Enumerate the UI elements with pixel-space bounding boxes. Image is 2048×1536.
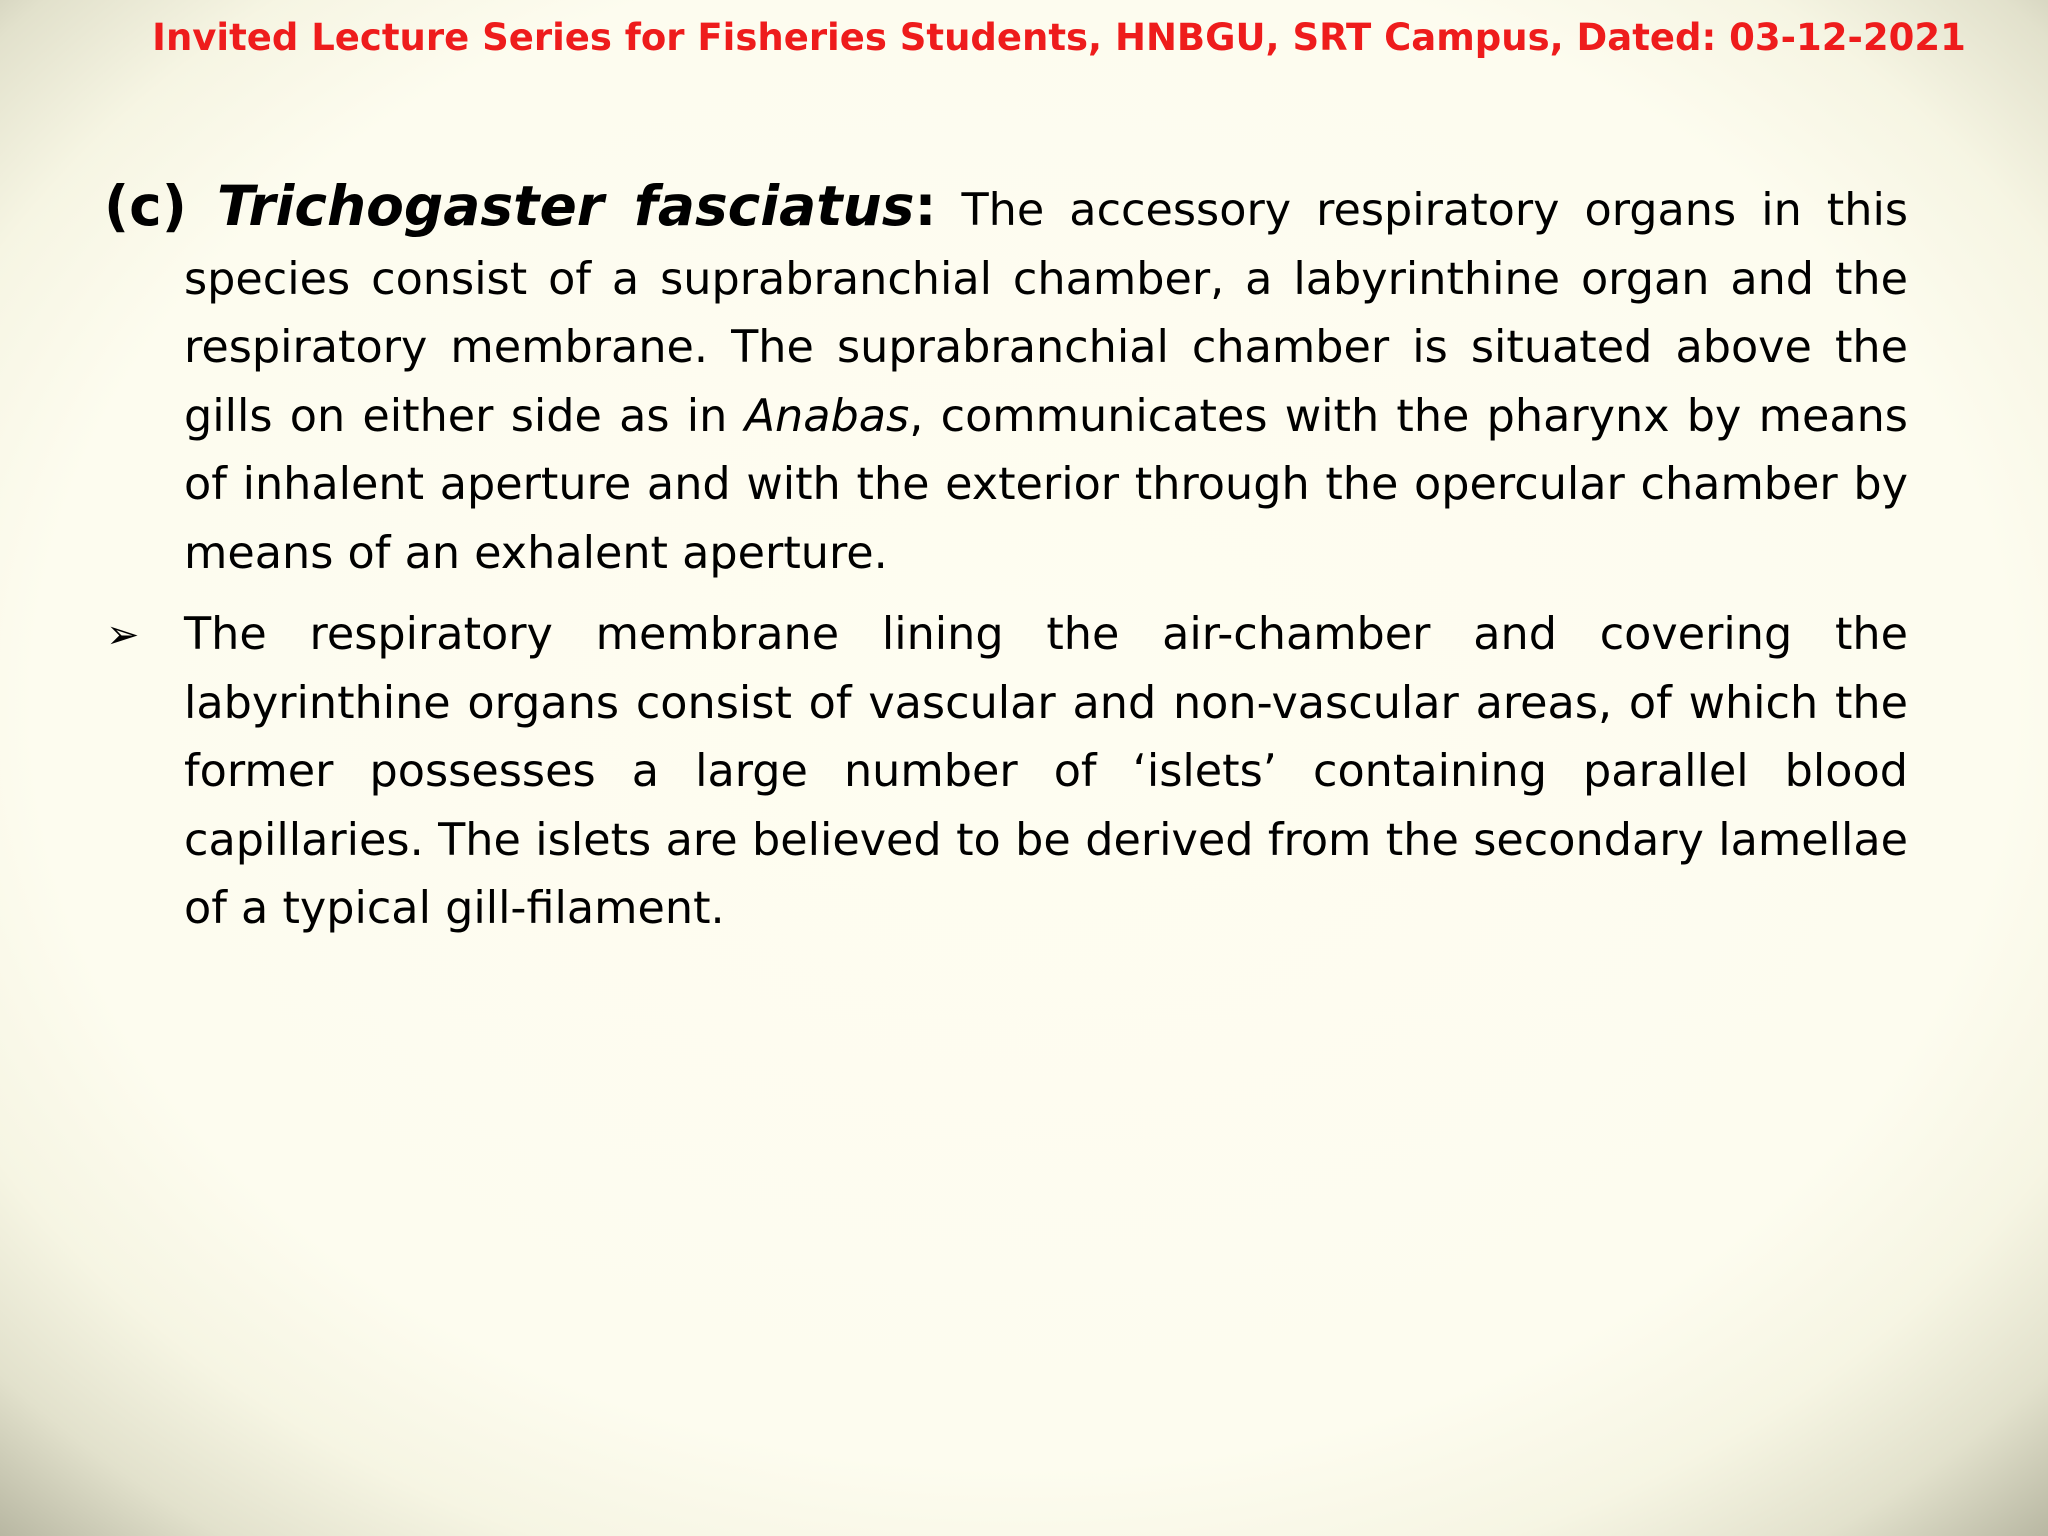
paragraph-text-1: The accessory respiratory organs in this species consist of a suprabranchial chamber, a labyrinthine organ and the respiratory membrane. The suprabranchial chamber is situated above the gills on either side as in: [184, 185, 1908, 442]
lecture-header: Invited Lecture Series for Fisheries Students, HNBGU, SRT Campus, Dated: 03-12-2021: [152, 16, 1966, 59]
species-name: Trichogaster fasciatus: [216, 174, 915, 238]
bullet-text: The respiratory membrane lining the air-chamber and covering the labyrinthine organs consist of vascular and non-vascular areas, of which the former possesses a large number of ‘islets’ containing parallel blood capillaries. The islets are believed to be derived from the secondary lamellae of a typical gill-filament.: [184, 609, 1908, 934]
heading-colon: :: [914, 174, 937, 238]
paragraph-text-2: , communicates with the pharynx by means of inhalent aperture and with the exterior through the opercular chamber by means of an exhalent aperture.: [184, 390, 1908, 579]
section-heading: [104, 174, 936, 238]
bullet-paragraph: [104, 601, 1908, 944]
section-label: (c): [104, 174, 187, 238]
arrow-bullet-icon: ➢: [106, 612, 140, 658]
species-paragraph: [104, 172, 1908, 588]
genus-reference: Anabas: [744, 390, 910, 442]
slide-content: [104, 172, 1908, 957]
